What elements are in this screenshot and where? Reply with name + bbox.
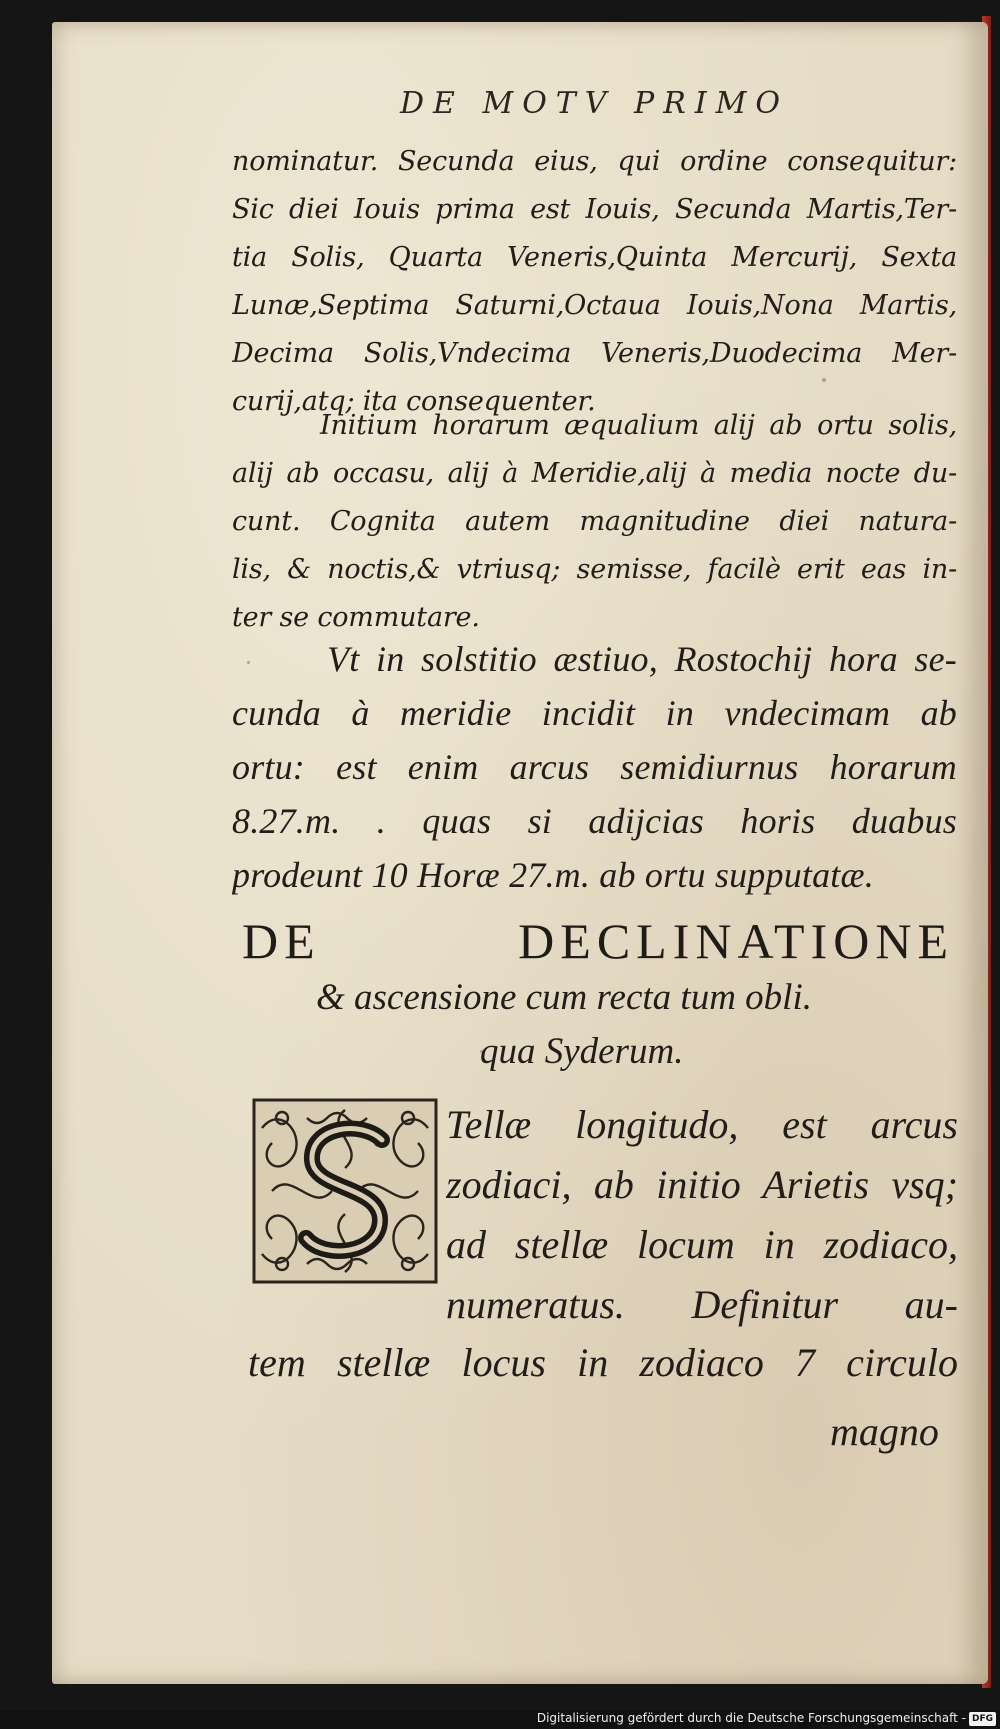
paragraph-1 [232, 138, 957, 426]
text-line: cunt. Cognita autem magnitudine diei natura- [232, 506, 957, 537]
running-head: DE MOTV PRIMO [400, 86, 789, 121]
text-line: Initium horarum æqualium alij ab ortu solis, [320, 410, 957, 441]
text-line: nominatur. Secunda eius, qui ordine consequitur: [232, 146, 957, 177]
text-line: numeratus. Definitur au- [446, 1282, 958, 1327]
catchword: magno [830, 1409, 939, 1454]
decorated-initial-icon [252, 1098, 438, 1284]
text-line: ter se commutare. [232, 602, 480, 633]
text-line: Decima Solis,Vndecima Veneris,Duodecima Mer- [232, 338, 957, 369]
text-line: Lunæ,Septima Saturni,Octaua Iouis,Nona Martis, [232, 290, 957, 321]
paragraph-3 [232, 632, 957, 902]
text-line: curij,atq; ita consequenter. [232, 386, 596, 417]
text-line: prodeunt 10 Horæ 27.m. ab ortu supputatæ. [232, 855, 874, 895]
section-heading: DE DECLINATIONE [242, 913, 954, 969]
text-line: tia Solis, Quarta Veneris,Quinta Mercurij, Sexta [232, 242, 957, 273]
section-subheading-continued: qua Syderum. [480, 1031, 684, 1072]
text-line: Tellæ longitudo, est arcus [446, 1102, 958, 1147]
section-text-full-width [248, 1333, 958, 1393]
text-line: alij ab occasu, alij à Meridie,alij à media nocte du- [232, 458, 957, 489]
text-line: cunda à meridie incidit in vndecimam ab [232, 693, 957, 733]
text-line: tem stellæ locus in zodiaco 7 circulo [248, 1340, 958, 1385]
text-line: Sic diei Iouis prima est Iouis, Secunda Martis,Ter- [232, 194, 957, 225]
paragraph-2 [232, 402, 957, 642]
text-line: ortu: est enim arcus semidiurnus horarum [232, 747, 957, 787]
section-subheading: & ascensione cum recta tum obli. [316, 977, 812, 1018]
text-line: zodiaci, ab initio Arietis vsq; [446, 1162, 958, 1207]
text-line: lis, & noctis,& vtriusq; semisse, facilè erit eas in- [232, 554, 957, 585]
text-line: 8.27.m. . quas si adijcias horis duabus [232, 801, 957, 841]
text-line: Vt in solstitio æstiuo, Rostochij hora se- [327, 639, 957, 679]
text-line: ad stellæ locum in zodiaco, [446, 1222, 958, 1267]
dfg-logo-icon: DFG [969, 1712, 996, 1726]
footer-credit: Digitalisierung gefördert durch die Deutsche Forschungsgemeinschaft - [536, 1711, 966, 1725]
section-text-beside-initial [446, 1095, 958, 1335]
